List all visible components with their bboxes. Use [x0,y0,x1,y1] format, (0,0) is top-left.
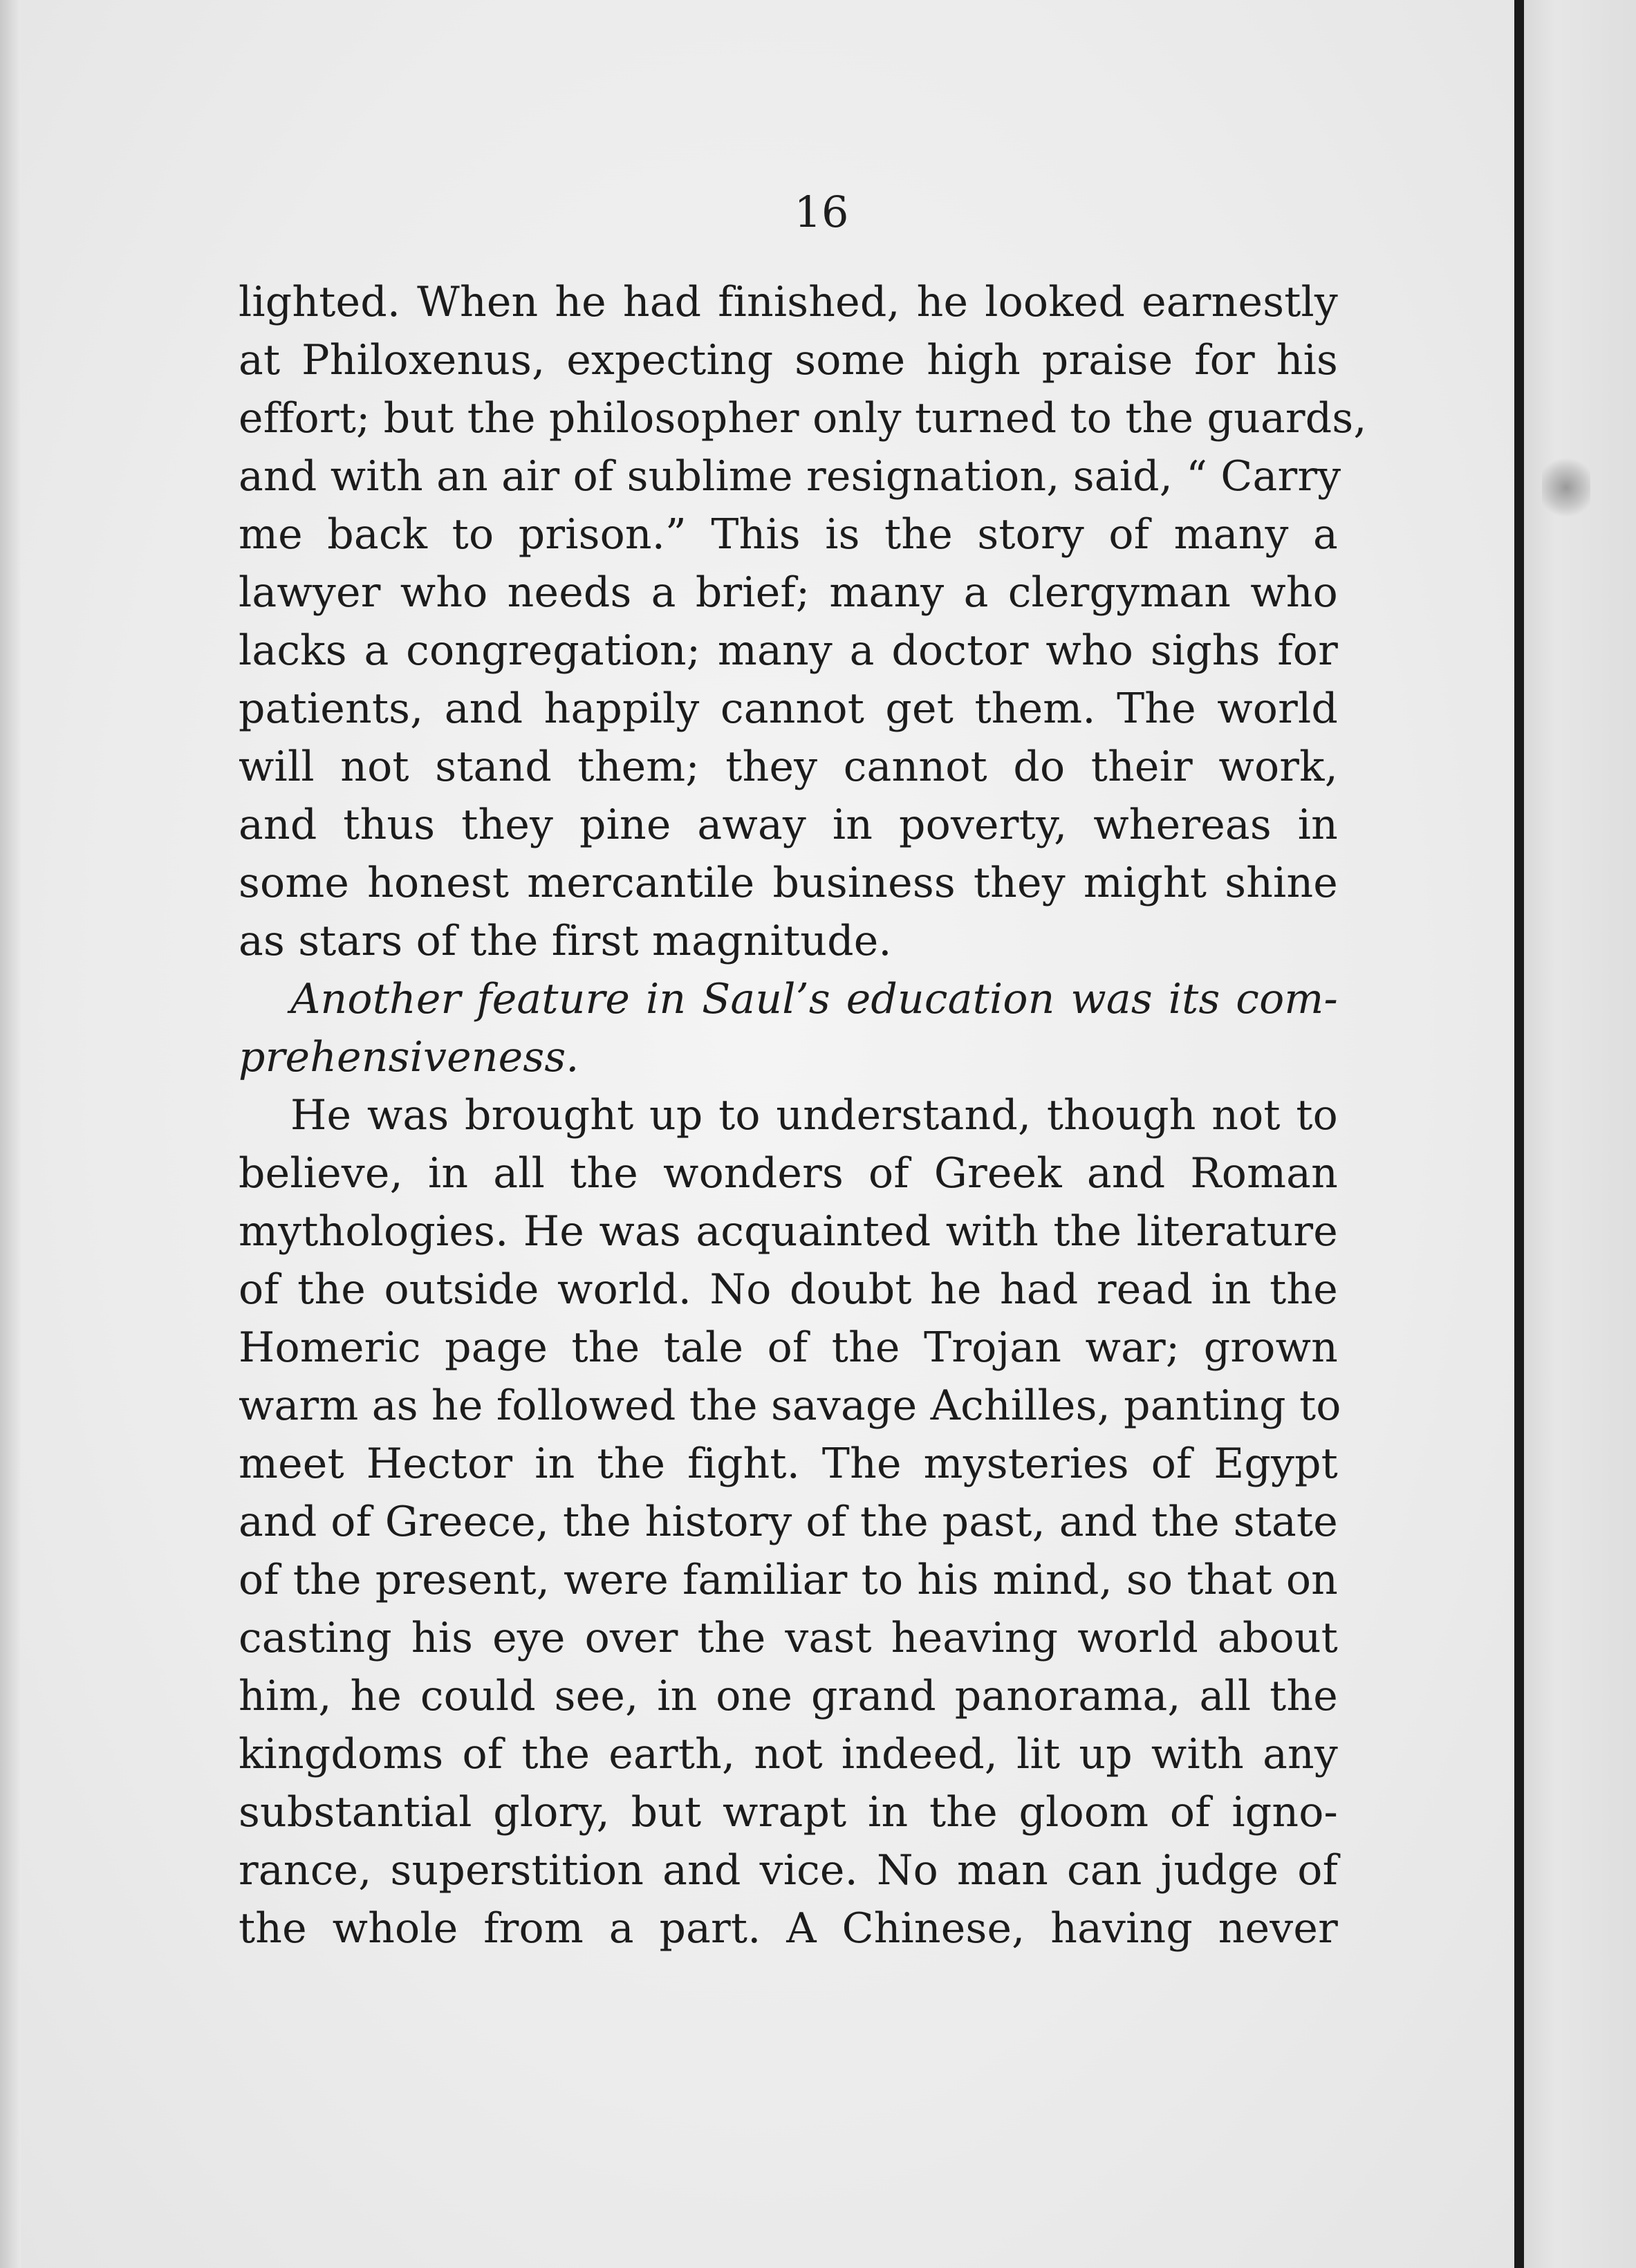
text-line: warm as he followed the savage Achilles, panting to [239,1382,1341,1430]
text-line: lawyer who needs a brief; many a clergyman who [239,568,1338,617]
text-line: rance, superstition and vice. No man can judge of [239,1846,1338,1895]
text-line: He was brought up to understand, though not to [290,1091,1338,1140]
text-line: meet Hector in the fight. The mysteries of Egypt [239,1440,1338,1488]
text-line: and of Greece, the history of the past, and the state [239,1498,1338,1546]
text-line: believe, in all the wonders of Greek and Roman [239,1149,1338,1198]
text-line: as stars of the first magnitude. [239,917,892,965]
body-text [239,273,1367,1958]
italic-heading-line: Another feature in Saul’s education was its com- [290,975,1338,1023]
text-line: and with an air of sublime resignation, said, “ Carry [239,452,1341,501]
text-line: casting his eye over the vast heaving world about [239,1614,1338,1662]
text-line: will not stand them; they cannot do their work, [239,743,1338,791]
italic-heading-line: prehensiveness. [239,1033,579,1081]
text-line: me back to prison.” This is the story of many a [239,510,1338,559]
text-line: kingdoms of the earth, not indeed, lit up with any [239,1730,1338,1778]
text-line: patients, and happily cannot get them. The world [239,685,1338,733]
text-line: of the outside world. No doubt he had read in the [239,1265,1338,1314]
text-line: effort; but the philosopher only turned to the guards, [239,394,1367,443]
text-line: some honest mercantile business they might shine [239,859,1338,907]
page-left-edge [0,0,21,2268]
text-line: lacks a congregation; many a doctor who sighs for [239,626,1338,675]
text-line: mythologies. He was acquainted with the literature [239,1207,1338,1256]
text-line: Homeric page the tale of the Trojan war; grown [239,1323,1338,1372]
page-number: 16 [794,187,849,237]
text-line: of the present, were familiar to his mind, so that on [239,1556,1338,1604]
text-line: him, he could see, in one grand panorama, all the [239,1672,1338,1720]
text-line: substantial glory, but wrapt in the gloom of igno- [239,1788,1338,1837]
text-line: and thus they pine away in poverty, whereas in [239,801,1338,849]
text-line: lighted. When he had finished, he looked earnestly [239,278,1338,326]
adjacent-page-edge [1514,0,1636,2268]
text-line: at Philoxenus, expecting some high praise for his [239,336,1338,384]
binding-mark [1542,456,1590,519]
text-line: the whole from a part. A Chinese, having never [239,1904,1338,1953]
